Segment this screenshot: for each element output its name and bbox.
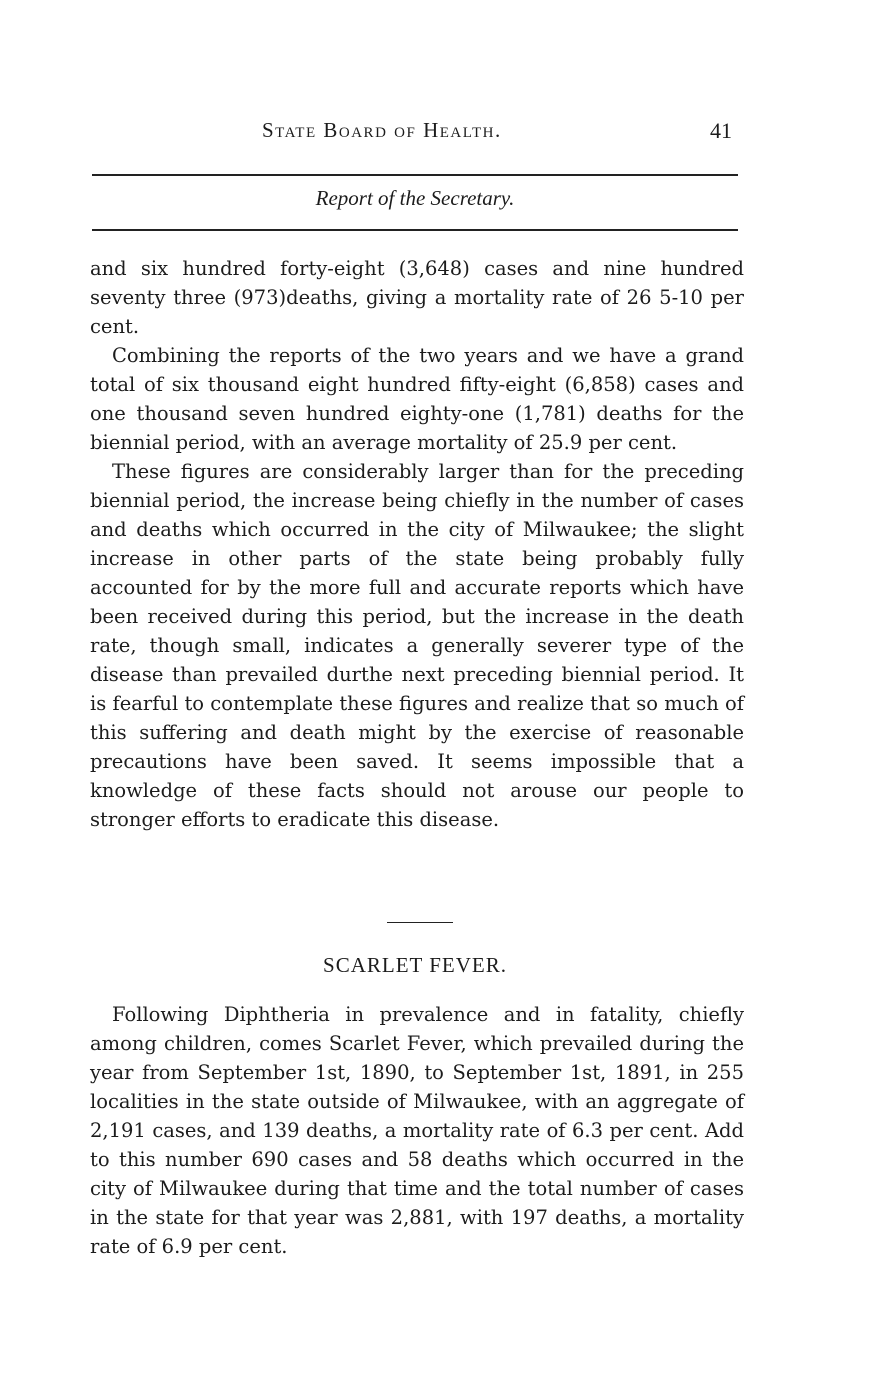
body-text: [90, 254, 744, 834]
page-header: [92, 118, 742, 148]
section-divider: [387, 922, 453, 923]
page-number: 41: [710, 118, 732, 143]
header-rule-top: [92, 174, 738, 176]
scarlet-fever-text: [90, 1000, 744, 1261]
header-rule-bottom: [92, 229, 738, 231]
paragraph-analysis: These figures are considerably larger than for the preceding biennial period, the increase being chiefly in the number of cases and deaths which occurred in the city of Milwaukee; the slight increase in other parts of the state being probably fully accounted for by the more full and accurate reports which have been received during this period, but the increase in the death rate, though small, indicates a generally severer type of the disease than prevailed durthe next preceding biennial period. It is fearful to contemplate these figures and realize that so much of this suffering and death might by the exercise of reasonable precautions have been saved. It seems impossible that a knowledge of these facts should not arouse our people to stronger efforts to eradicate this disease.: [90, 460, 744, 831]
section-subtitle: Report of the Secretary.: [315, 186, 515, 210]
paragraph-combined-totals: Combining the reports of the two years and we have a grand total of six thousand eight hundred fifty-eight (6,858) cases and one thousand seven hundred eighty-one (1,781) deaths for the biennial period, with an average mortality of 25.9 per cent.: [90, 344, 744, 454]
section-heading: SCARLET FEVER.: [323, 953, 507, 977]
paragraph-scarlet-fever: Following Diphtheria in prevalence and in fatality, chiefly among children, comes Scarlet Fever, which prevailed during the year from September 1st, 1890, to September 1st, 1891, in 255 localities in the state outside of Milwaukee, with an aggregate of 2,191 cases, and 139 deaths, a mortality rate of 6.3 per cent. Add to this number 690 cases and 58 deaths which occurred in the city of Milwaukee during that time and the total number of cases in the state for that year was 2,881, with 197 deaths, a mortality rate of 6.9 per cent.: [90, 1003, 744, 1258]
running-title: State Board of Health.: [262, 118, 502, 142]
paragraph-continuation: and six hundred forty-eight (3,648) cases and nine hundred seventy three (973)deaths, giving a mortality rate of 26 5-10 per cent.: [90, 257, 744, 338]
